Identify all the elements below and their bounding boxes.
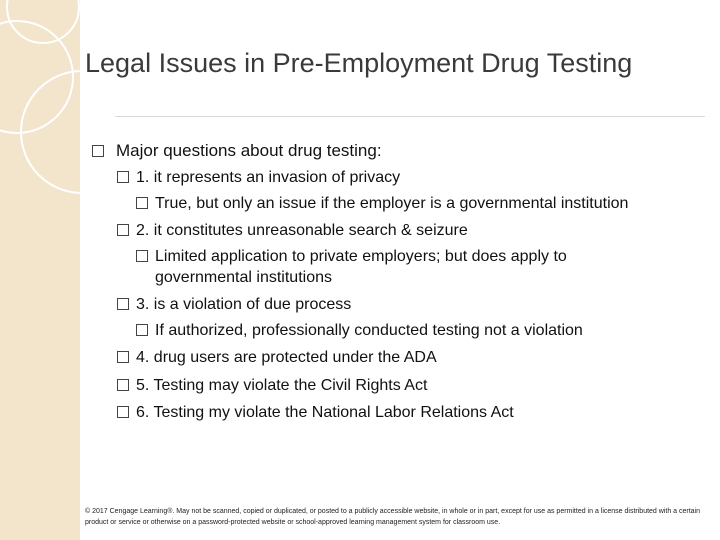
bullet-item bbox=[136, 194, 628, 214]
bullet-box-icon bbox=[117, 351, 129, 363]
bullet-box-icon bbox=[136, 197, 148, 209]
bullet-text: 4. drug users are protected under the ADA bbox=[136, 349, 437, 366]
bullet-item bbox=[117, 376, 427, 396]
bullet-text: Major questions about drug testing: bbox=[116, 141, 382, 160]
slide-title: Legal Issues in Pre-Employment Drug Testing bbox=[85, 48, 633, 78]
bullet-box-icon bbox=[117, 171, 129, 183]
copyright-footer: © 2017 Cengage Learning®. May not be scanned, copied or duplicated, or posted to a publicly accessible website, in whole or in part, except for use as permitted in a license distributed with a certain product or service or otherwise on a password-protected website or school-approved learning management system for classroom use. bbox=[85, 508, 701, 526]
bullet-item bbox=[117, 403, 514, 423]
bullet-text: 5. Testing may violate the Civil Rights Act bbox=[136, 377, 428, 394]
bullet-box-icon bbox=[136, 324, 148, 336]
bullet-item bbox=[92, 141, 382, 161]
bullet-item bbox=[117, 348, 437, 368]
bullet-text: Limited application to private employers; but does apply to bbox=[155, 248, 567, 265]
bullet-text: 1. it represents an invasion of privacy bbox=[136, 169, 401, 186]
bullet-item bbox=[117, 168, 400, 188]
bullet-item bbox=[117, 221, 468, 241]
bullet-box-icon bbox=[117, 298, 129, 310]
left-decorative-band bbox=[0, 0, 80, 540]
title-divider bbox=[115, 116, 705, 117]
bullet-item bbox=[136, 321, 583, 341]
bullet-text: If authorized, professionally conducted testing not a violation bbox=[155, 322, 583, 339]
bullet-box-icon bbox=[136, 250, 148, 262]
bullet-item bbox=[136, 247, 567, 267]
bullet-text: 6. Testing my violate the National Labor Relations Act bbox=[136, 404, 514, 421]
bullet-text: 3. is a violation of due process bbox=[136, 296, 352, 313]
bullet-continuation bbox=[155, 268, 332, 288]
bullet-box-icon bbox=[117, 224, 129, 236]
bullet-box-icon bbox=[117, 406, 129, 418]
bullet-box-icon bbox=[117, 379, 129, 391]
bullet-text: 2. it constitutes unreasonable search & seizure bbox=[136, 222, 468, 239]
bullet-item bbox=[117, 295, 351, 315]
bullet-text: True, but only an issue if the employer is a governmental institution bbox=[155, 195, 629, 212]
bullet-box-icon bbox=[92, 145, 104, 157]
bullet-text: governmental institutions bbox=[155, 269, 332, 286]
